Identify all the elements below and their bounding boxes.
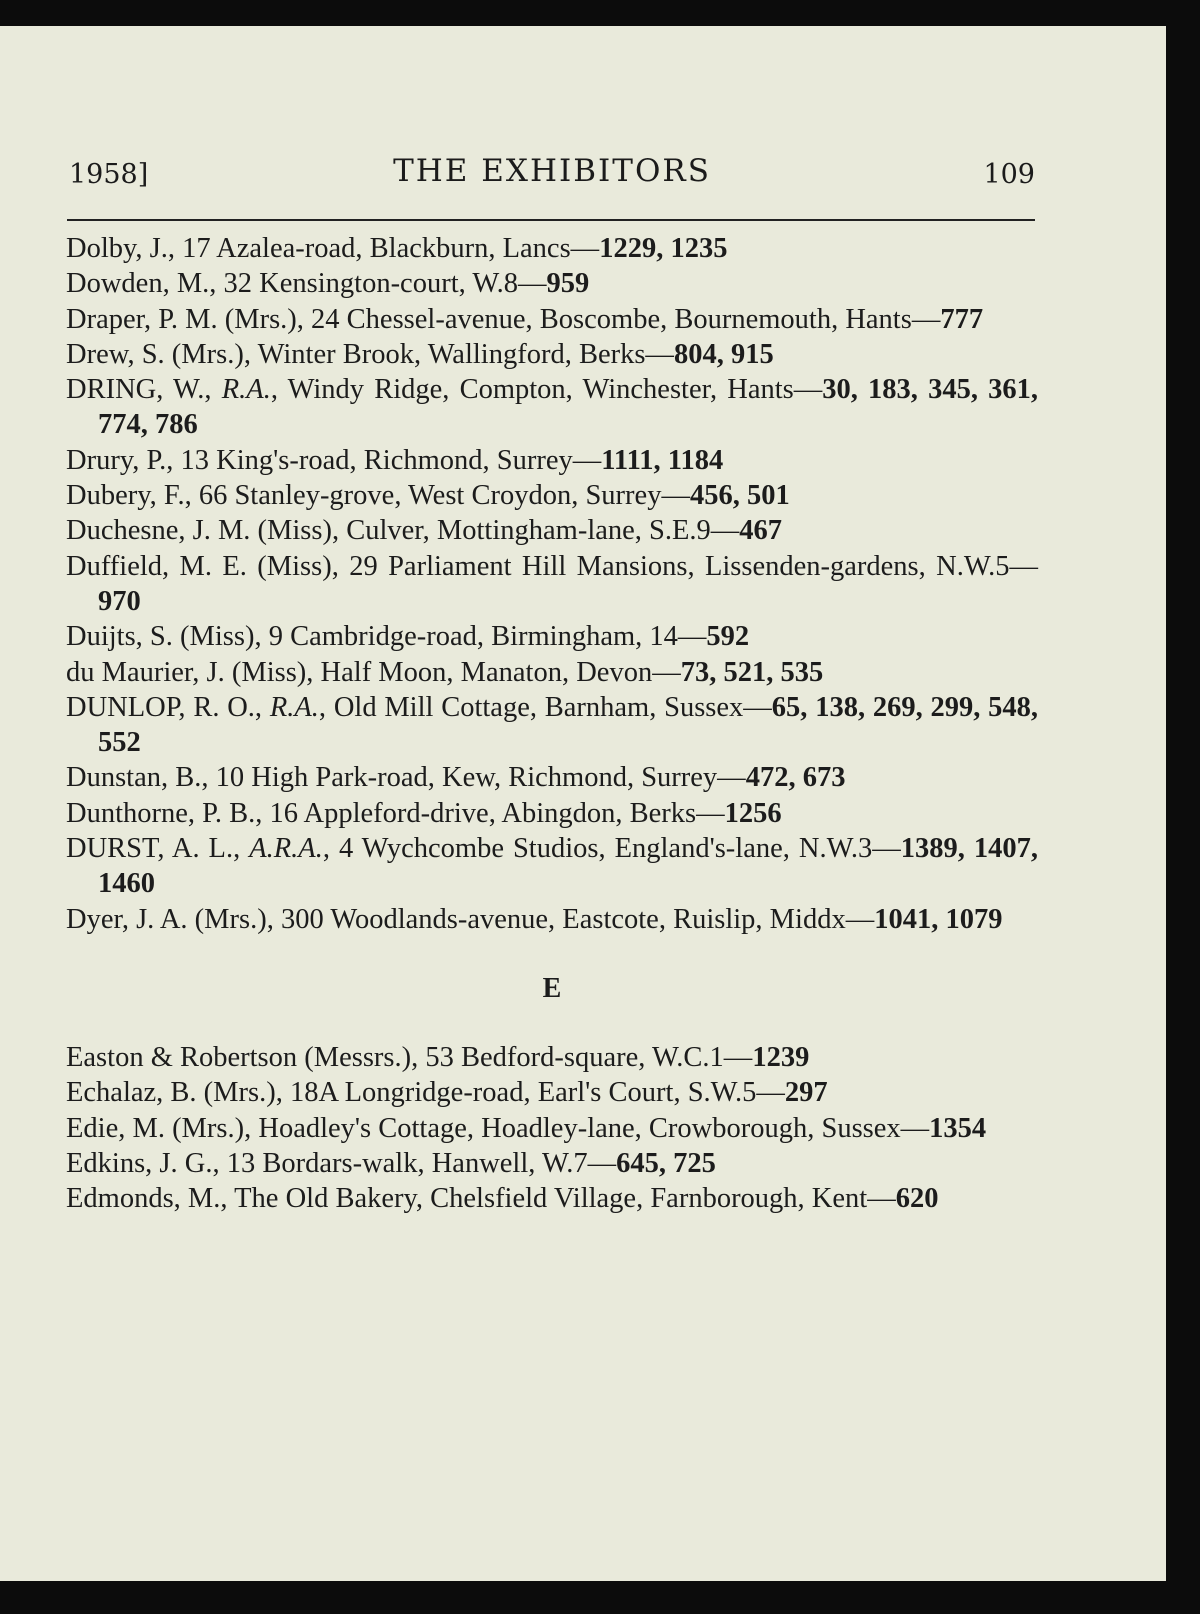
entry-numbers: 1239 — [752, 1041, 810, 1073]
entry-address: 24 Chessel-avenue, Boscombe, Bournemouth, Hants— — [311, 303, 941, 335]
entry-address: , Windy Ridge, Compton, Winchester, Hants— — [270, 374, 823, 406]
exhibitor-entry — [66, 1181, 1038, 1216]
exhibitor-entry — [66, 1111, 1038, 1146]
entry-numbers: 30, 183, 345, 361, 774, 786 — [98, 374, 1039, 441]
exhibitor-entry — [66, 549, 1038, 620]
header-rule — [67, 219, 1035, 221]
exhibitor-entry — [66, 760, 1038, 795]
entry-honours: A.R.A. — [249, 833, 323, 865]
exhibitor-entry — [66, 831, 1038, 902]
exhibitor-entry — [66, 443, 1038, 478]
exhibitor-entry — [66, 231, 1038, 266]
entry-name: Edkins, J. G., — [66, 1147, 220, 1179]
header-year: 1958] — [69, 159, 149, 190]
entry-address: 17 Azalea-road, Blackburn, Lancs— — [182, 233, 600, 264]
entry-name: du Maurier, J. (Miss), — [66, 656, 314, 688]
entry-address: 13 King's-road, Richmond, Surrey— — [180, 444, 602, 476]
entry-numbers: 620 — [895, 1183, 939, 1215]
exhibitor-entry — [66, 478, 1038, 513]
entry-numbers: 1111, 1184 — [601, 444, 724, 476]
page-number: 109 — [983, 159, 1035, 190]
entry-name: Dunthorne, P. B., — [66, 797, 263, 829]
entry-numbers: 472, 673 — [745, 762, 846, 794]
entry-numbers: 959 — [546, 268, 590, 300]
exhibitor-entry — [66, 337, 1038, 372]
exhibitor-entry — [66, 1040, 1038, 1075]
entry-numbers: 1389, 1407, 1460 — [98, 833, 1038, 900]
entry-address: 13 Bordars-walk, Hanwell, W.7— — [226, 1147, 617, 1179]
entry-address: 300 Woodlands-avenue, Eastcote, Ruislip, Middx— — [280, 903, 875, 935]
entry-numbers: 73, 521, 535 — [680, 656, 824, 688]
book-page — [0, 26, 1166, 1581]
entry-address: , Old Mill Cottage, Barnham, Sussex— — [318, 691, 772, 723]
section-letter: E — [542, 972, 562, 1004]
section-d-entries — [66, 231, 1038, 937]
entry-address: 32 Kensington-court, W.8— — [223, 268, 547, 300]
page-header — [69, 141, 1035, 191]
entry-name: Echalaz, B. (Mrs.), — [66, 1077, 283, 1109]
entry-address: 18A Longridge-road, Earl's Court, S.W.5— — [289, 1077, 785, 1109]
entry-name: Dowden, M., — [66, 268, 217, 300]
exhibitor-entry — [66, 372, 1038, 443]
entry-numbers: 1354 — [929, 1112, 987, 1144]
entry-numbers: 1256 — [724, 797, 782, 829]
page-title: THE EXHIBITORS — [393, 153, 711, 189]
entry-numbers: 777 — [940, 303, 984, 335]
entry-address: 66 Stanley-grove, West Croydon, Surrey— — [198, 480, 690, 512]
exhibitor-entry — [66, 655, 1038, 690]
entry-name: Duchesne, J. M. (Miss), — [66, 515, 340, 547]
entry-name: Duijts, S. (Miss), — [66, 621, 262, 653]
entry-address: 9 Cambridge-road, Birmingham, 14— — [268, 621, 707, 653]
entry-numbers: 645, 725 — [616, 1147, 716, 1179]
entry-address: 16 Appleford-drive, Abingdon, Berks— — [269, 797, 725, 829]
entry-numbers: 65, 138, 269, 299, 548, 552 — [98, 691, 1039, 759]
entry-numbers: 1229, 1235 — [599, 233, 728, 264]
entry-address: Winter Brook, Wallingford, Berks— — [257, 338, 674, 370]
entry-address: 10 High Park-road, Kew, Richmond, Surrey— — [215, 762, 746, 794]
exhibitor-entry — [66, 619, 1038, 654]
entry-name: Duffield, M. E. (Miss), — [66, 550, 339, 582]
exhibitor-entry — [66, 266, 1038, 301]
entry-honours: R.A. — [269, 691, 319, 723]
exhibitor-entry — [66, 1075, 1038, 1110]
entry-numbers: 804, 915 — [673, 338, 774, 370]
entry-name: Dolby, J., — [66, 233, 175, 264]
exhibitor-entry — [66, 796, 1038, 831]
entry-name: DURST, A. L., — [66, 833, 241, 865]
exhibitor-entry — [66, 513, 1038, 548]
entry-name: Edmonds, M., — [66, 1183, 228, 1215]
entry-numbers: 467 — [739, 515, 783, 547]
exhibitor-entry — [66, 690, 1038, 761]
entry-honours: R.A. — [221, 374, 271, 406]
entry-name: DRING, W., — [66, 374, 212, 406]
entry-address: 29 Parliament Hill Mansions, Lissenden-gardens, N.W.5— — [349, 550, 1038, 582]
entry-address: 53 Bedford-square, W.C.1— — [425, 1041, 753, 1073]
entry-name: Dyer, J. A. (Mrs.), — [66, 903, 274, 935]
entry-address: The Old Bakery, Chelsfield Village, Farnborough, Kent— — [234, 1183, 896, 1215]
entry-address: Hoadley's Cottage, Hoadley-lane, Crowborough, Sussex— — [258, 1112, 930, 1144]
entry-name: Dubery, F., — [66, 480, 192, 512]
entry-numbers: 456, 501 — [689, 480, 790, 512]
section-e-entries — [66, 1040, 1038, 1216]
exhibitor-entry — [66, 302, 1038, 337]
exhibitor-list — [66, 231, 1038, 1216]
entry-name: Draper, P. M. (Mrs.), — [66, 303, 304, 335]
entry-name: Edie, M. (Mrs.), — [66, 1112, 252, 1144]
exhibitor-entry — [66, 1146, 1038, 1181]
entry-numbers: 592 — [706, 621, 750, 653]
entry-address: , 4 Wychcombe Studios, England's-lane, N.W.3— — [322, 833, 901, 865]
exhibitor-entry — [66, 902, 1038, 937]
entry-address: Half Moon, Manaton, Devon— — [320, 656, 681, 688]
entry-name: Dunstan, B., — [66, 762, 209, 794]
entry-name: Drury, P., — [66, 444, 174, 476]
entry-name: Drew, S. (Mrs.), — [66, 338, 251, 370]
entry-name: Easton & Robertson (Messrs.), — [66, 1041, 419, 1073]
entry-name: DUNLOP, R. O., — [66, 691, 263, 723]
entry-numbers: 1041, 1079 — [874, 903, 1003, 935]
entry-numbers: 297 — [784, 1077, 828, 1109]
entry-address: Culver, Mottingham-lane, S.E.9— — [346, 515, 740, 547]
entry-numbers: 970 — [98, 585, 141, 617]
